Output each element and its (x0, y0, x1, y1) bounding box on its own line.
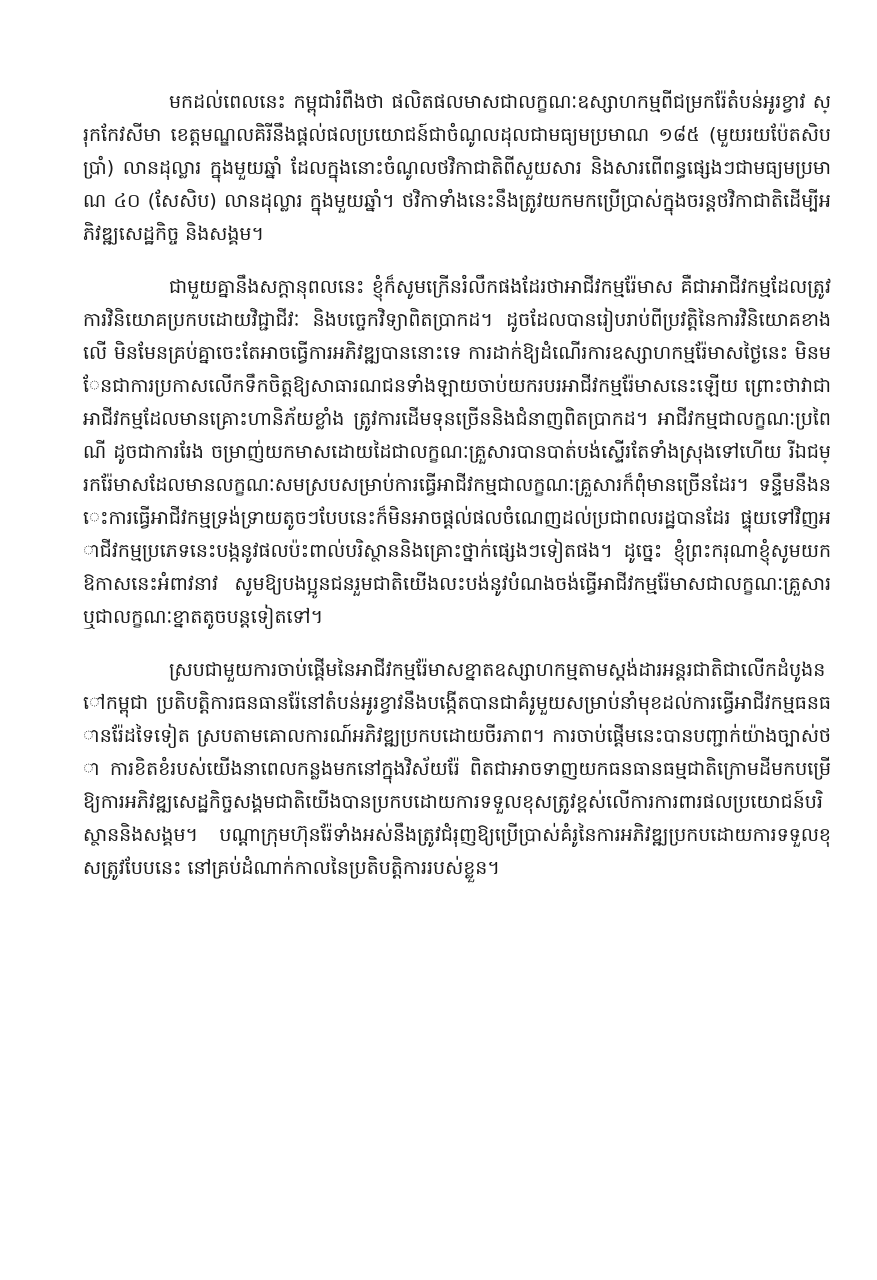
paragraph-revenue-expectation: មកដល់ពេលនេះ កម្ពុជារំពឹងថា ផលិតផលមាសជាលក្ខណៈឧស្សាហកម្មពីជម្រករ៉ែតំបន់អូរខ្វាវ ស្រុកកែវសីមា ខេត្តមណ្ឌលគិរីនឹងផ្តល់ផលប្រយោជន៍ជាចំណូលដុលជាមធ្យមប្រមាណ ១៨៥ (មួយរយប៉ែតសិបប្រាំ) លានដុល្លារ ក្នុងមួយឆ្នាំ ដែលក្នុងនោះចំណូលថវិកាជាតិពីសួយសារ និងសារពើពន្ធផ្សេងៗជាមធ្យមប្រមាណ ៤០ (សែសិប) លានដុល្លារ ក្នុងមួយឆ្នាំ។ ថវិកាទាំងនេះនឹងត្រូវយកមកប្រើប្រាស់ក្នុងចរន្តថវិកាជាតិដើម្បីអភិវឌ្ឍសេដ្ឋកិច្ច និងសង្គម។ (83, 91, 831, 245)
paragraph-mining-warning: ជាមួយគ្នានឹងសក្តានុពលនេះ ខ្ញុំក៏សូមក្រើនរំលឹកផងដែរថាអាជីវកម្មរ៉ែមាស គឺជាអាជីវកម្មដែលត្រូវការវិនិយោគប្រកបដោយវិជ្ជាជីវៈ និងបច្ចេកវិទ្យាពិតប្រាកដ។ ដូចដែលបានរៀបរាប់ពីប្រវត្តិនៃការវិនិយោគខាងលើ មិនមែនគ្រប់គ្នាចេះតែអាចធ្វើការអភិវឌ្ឍបាននោះទេ ការដាក់ឱ្យដំណើរការឧស្សាហកម្មរ៉ែមាសថ្ងៃនេះ មិនមែនជាការប្រកាសលើកទឹកចិត្តឱ្យសាធារណជនទាំងឡាយចាប់យករបរអាជីវកម្មរ៉ែមាសនេះឡើយ ព្រោះថាវាជាអាជីវកម្មដែលមានគ្រោះហានិភ័យខ្លាំង ត្រូវការដើមទុនច្រើននិងជំនាញពិតប្រាកដ។ អាជីវកម្មជាលក្ខណៈប្រពៃណី ដូចជាការរែង ចម្រាញ់យកមាសដោយដៃជាលក្ខណៈគ្រួសារបានបាត់បង់ស្ទើរតែទាំងស្រុងទៅហើយ រីឯជម្រករ៉ែមាសដែលមានលក្ខណៈសមស្របសម្រាប់ការធ្វើអាជីវកម្មជាលក្ខណៈគ្រួសារក៏ពុំមានច្រើនដែរ។ ទន្ទឹមនឹងនេះការធ្វើអាជីវកម្មទ្រង់ទ្រាយតូចៗបែបនេះក៏មិនអាចផ្តល់ផលចំណេញដល់ប្រជាពលរដ្ឋបានដែរ ផ្ទុយទៅវិញអាជីវកម្មប្រភេទនេះបង្កនូវផលប៉ះពាល់បរិស្ថាននិងគ្រោះថ្នាក់ផ្សេងៗទៀតផង។ ដូច្នេះ ខ្ញុំព្រះករុណាខ្ញុំសូមយកឱកាសនេះអំពាវនាវ សូមឱ្យបងប្អូនជនរួមជាតិយើងលះបង់នូវបំណងចង់ធ្វើអាជីវកម្មរ៉ែមាសជាលក្ខណៈគ្រួសារឬជាលក្ខណៈខ្នាតតូចបន្តទៀតទៅ។ (83, 276, 831, 628)
document-body (83, 86, 831, 885)
paragraph-industrial-model: ស្របជាមួយការចាប់ផ្តើមនៃអាជីវកម្មរ៉ែមាសខ្នាតឧស្សាហកម្មតាមស្តង់ដារអន្តរជាតិជាលើកដំបូងនៅកម្ពុជា ប្រតិបត្តិការធនធានរ៉ែនៅតំបន់អូរខ្វាវនឹងបង្កើតបានជាគំរូមួយសម្រាប់នាំមុខដល់ការធ្វើអាជីវកម្មធនធានរ៉ែដទៃទៀត ស្របតាមគោលការណ៍អភិវឌ្ឍប្រកបដោយចីរភាព។ ការចាប់ផ្តើមនេះបានបញ្ជាក់យ៉ាងច្បាស់ថា ការខិតខំរបស់យើងនាពេលកន្លងមកនៅក្នុងវិស័យរ៉ែ ពិតជាអាចទាញយកធនធានធម្មជាតិក្រោមដីមកបម្រើឱ្យការអភិវឌ្ឍសេដ្ឋកិច្ចសង្គមជាតិយើងបានប្រកបដោយការទទួលខុសត្រូវខ្ពស់លើការការពារផលប្រយោជន៍បរិស្ថាននិងសង្គម។ បណ្តាក្រុមហ៊ុនរ៉ែទាំងអស់នឹងត្រូវជំរុញឱ្យប្រើប្រាស់គំរូនៃការអភិវឌ្ឍប្រកបដោយការទទួលខុសត្រូវបែបនេះ នៅគ្រប់ដំណាក់កាលនៃប្រតិបត្តិការរបស់ខ្លួន។ (83, 659, 831, 879)
